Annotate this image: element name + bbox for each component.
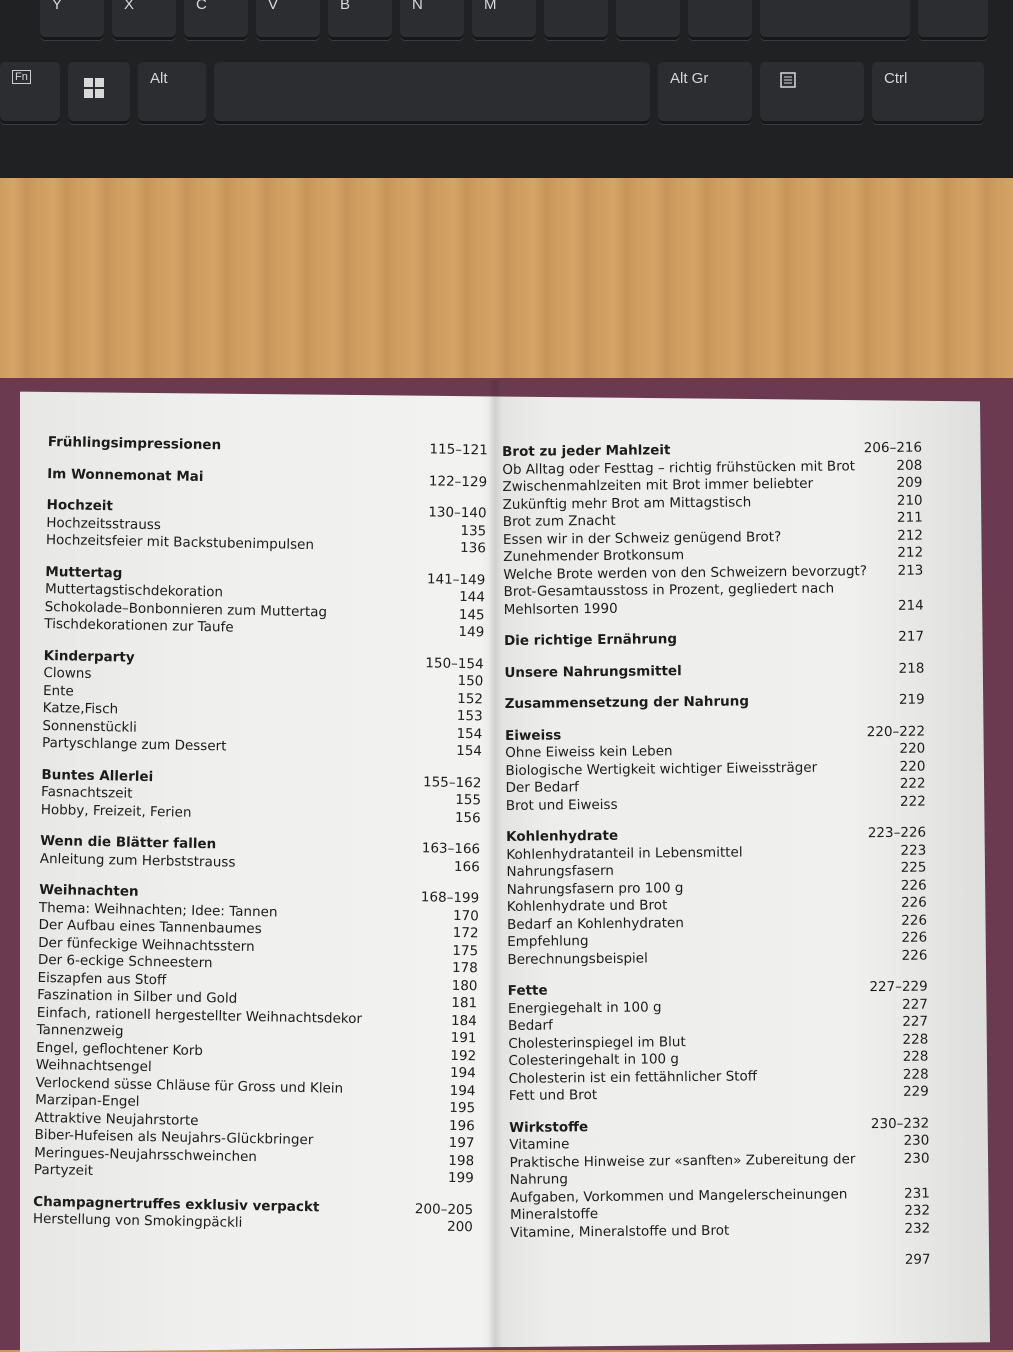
section-title: Hochzeit [46, 497, 113, 516]
entry-page: 135 [460, 522, 486, 540]
section-title: Muttertag [45, 563, 122, 582]
entry-page: 136 [460, 540, 486, 558]
toc-section [34, 882, 480, 1188]
key-n[interactable]: N [400, 0, 464, 40]
toc-section [505, 723, 926, 815]
section-title: Die richtige Ernährung [504, 631, 677, 650]
entry-label: Faszination in Silber und Gold [37, 987, 237, 1008]
entry-page: 226 [901, 877, 927, 895]
entry-page: 150 [457, 673, 483, 691]
toc-section [44, 563, 485, 641]
toc-section [509, 1115, 930, 1242]
entry-label: Biber-Hufeisen als Neujahrs-Glückbringer [34, 1127, 313, 1150]
entry-label: Bedarf an Kohlenhydraten [507, 915, 684, 934]
entry-page: 226 [901, 912, 927, 930]
entry-label: Einfach, rationell hergestellter Weihnachtsdekor [37, 1004, 362, 1028]
section-title: Champagnertruffes exklusiv verpackt [33, 1193, 319, 1216]
entry-page: 172 [453, 925, 479, 943]
entry-label: Bedarf [508, 1018, 553, 1036]
section-heading [505, 692, 925, 714]
toc-section [41, 766, 482, 827]
key-fn[interactable]: Fn [0, 62, 60, 124]
entry-page: 232 [904, 1220, 930, 1238]
section-pages: 220–222 [859, 723, 925, 741]
key-y[interactable]: Y [40, 0, 104, 40]
entry-page: 212 [897, 545, 923, 563]
entry-label: Der Aufbau eines Tannenbaumes [38, 917, 261, 939]
entry-label: Tannenzweig [36, 1022, 123, 1041]
section-title: Wenn die Blätter fallen [40, 833, 216, 854]
section-pages: 115–121 [421, 441, 488, 460]
entry-label: Praktische Hinweise zur «sanften» Zubereitung der Nahrung [509, 1150, 904, 1189]
section-pages: 155–162 [415, 774, 482, 793]
section-pages: 297 [897, 1252, 931, 1270]
keyboard [0, 0, 1013, 181]
toc-section [505, 692, 925, 714]
section-title: Eiweiss [505, 727, 561, 745]
entry-page: 144 [459, 589, 485, 607]
key-ctrl[interactable]: Ctrl [872, 62, 984, 124]
entry-page: 155 [455, 792, 481, 810]
entry-page: 223 [900, 842, 926, 860]
entry-page: 228 [903, 1066, 929, 1084]
entry-label: Partyschlange zum Dessert [42, 735, 227, 756]
key-blank-2[interactable] [616, 0, 680, 40]
toc-section [506, 825, 927, 969]
key-space[interactable] [214, 62, 650, 124]
section-heading [504, 629, 924, 651]
toc-section [40, 833, 481, 876]
entry-page: 232 [904, 1203, 930, 1221]
key-windows[interactable] [68, 62, 130, 124]
entry-page: 149 [458, 624, 484, 642]
entry-page: 230 [903, 1133, 929, 1151]
book-spine [488, 380, 502, 1350]
toc-section [47, 465, 487, 491]
entry-page: 195 [449, 1100, 475, 1118]
entry-page: 208 [896, 457, 922, 475]
entry-page: 220 [900, 758, 926, 776]
entry-page: 225 [901, 860, 927, 878]
toc-section [33, 1193, 474, 1236]
key-m[interactable]: M [472, 0, 536, 40]
entry-page: 199 [448, 1170, 474, 1188]
key-alt[interactable]: Alt [138, 62, 206, 124]
entry-page: 178 [452, 960, 478, 978]
entry-label: Engel, geflochtener Korb [36, 1039, 203, 1060]
entry-label: Fett und Brot [509, 1087, 597, 1105]
key-b[interactable]: B [328, 0, 392, 40]
entry-label: Attraktive Neujahrstorte [35, 1109, 199, 1130]
entry-label: Sonnenstückli [42, 717, 137, 736]
toc-entry [509, 1084, 929, 1106]
entry-label: Colesteringehalt in 100 g [508, 1051, 679, 1070]
entry-page: 213 [897, 562, 923, 580]
toc-entry [504, 597, 924, 619]
entry-page: 226 [901, 895, 927, 913]
entry-label: Zukünftig mehr Brot am Mittagstisch [503, 494, 752, 514]
entry-page: 230 [904, 1150, 930, 1185]
entry-page: 226 [902, 947, 928, 965]
toc-left-column [32, 434, 487, 1251]
entry-label: Herstellung von Smokingpäckli [33, 1211, 243, 1233]
entry-label: Empfehlung [507, 933, 588, 951]
entry-page: 200 [447, 1219, 473, 1237]
entry-page: 154 [456, 725, 482, 743]
section-pages: 230–232 [863, 1115, 929, 1133]
entry-label: Zunehmender Brotkonsum [503, 547, 684, 566]
entry-label: Partyzeit [34, 1162, 93, 1181]
entry-page: 192 [450, 1047, 476, 1065]
section-title: Fette [508, 983, 548, 1001]
entry-label: Biologische Wertigkeit wichtiger Eiweissträger [505, 759, 817, 780]
toc-right-column [502, 440, 931, 1288]
entry-page: 170 [453, 907, 479, 925]
entry-label: Hochzeitsfeier mit Backstubenimpulsen [46, 532, 314, 555]
section-title: Wirkstoffe [509, 1119, 588, 1137]
entry-page: 209 [897, 475, 923, 493]
entry-page: 180 [452, 977, 478, 995]
toc-section [502, 440, 924, 619]
section-title: Kinderparty [44, 647, 135, 666]
entry-label: Der 6-eckige Schneestern [38, 952, 213, 973]
entry-label: Weihnachtsengel [36, 1057, 152, 1077]
entry-label: Thema: Weihnachten; Idee: Tannen [39, 899, 278, 921]
entry-page: 231 [904, 1185, 930, 1203]
key-v[interactable]: V [256, 0, 320, 40]
entry-page: 145 [459, 606, 485, 624]
entry-page: 166 [454, 858, 480, 876]
entry-label: Anleitung zum Herbststrauss [40, 850, 236, 871]
toc-section [42, 647, 484, 760]
entry-label: Mehlsorten 1990 [504, 600, 618, 619]
section-title: Zusammensetzung der Nahrung [505, 693, 749, 713]
entry-label: Aufgaben, Vorkommen und Mangelerscheinungen [510, 1186, 848, 1207]
section-pages: 168–199 [413, 889, 480, 908]
entry-page: 228 [903, 1049, 929, 1067]
section-pages: 163–166 [414, 840, 481, 859]
entry-page: 196 [449, 1117, 475, 1135]
entry-page: 212 [897, 527, 923, 545]
entry-page: 154 [456, 743, 482, 761]
entry-page: 191 [451, 1030, 477, 1048]
entry-label: Energiegehalt in 100 g [508, 999, 662, 1018]
toc-section [511, 1252, 931, 1274]
entry-label: Meringues-Neujahrsschweinchen [34, 1144, 257, 1166]
toc-entry [506, 793, 926, 815]
entry-page: 184 [451, 1012, 477, 1030]
section-title: Frühlingsimpressionen [48, 434, 222, 455]
entry-page: 198 [448, 1152, 474, 1170]
windows-icon [84, 78, 104, 98]
entry-page: 214 [898, 597, 924, 615]
section-title: Kohlenhydrate [506, 828, 618, 847]
toc-entry [510, 1220, 930, 1242]
entry-label: Cholesterinspiegel im Blut [508, 1034, 686, 1053]
entry-label: Hobby, Freizeit, Ferien [41, 801, 192, 821]
entry-label: Zwischenmahlzeiten mit Brot immer beliebter [502, 476, 813, 497]
entry-page: 220 [899, 741, 925, 759]
key-shift-right[interactable] [760, 0, 910, 40]
entry-page: 197 [449, 1135, 475, 1153]
entry-label: Cholesterin ist ein fettähnlicher Stoff [509, 1068, 758, 1088]
section-pages: 206–216 [856, 440, 922, 458]
section-heading [504, 660, 924, 682]
entry-label: Essen wir in der Schweiz genügend Brot? [503, 529, 781, 549]
entry-label: Nahrungsfasern pro 100 g [507, 880, 684, 899]
entry-page: 228 [902, 1031, 928, 1049]
entry-page: 229 [903, 1084, 929, 1102]
section-pages: 200–205 [407, 1201, 474, 1220]
section-pages: 141–149 [419, 571, 486, 590]
key-blank-3[interactable] [688, 0, 752, 40]
wooden-desk [0, 178, 1013, 388]
section-title: Unsere Nahrungsmittel [504, 663, 681, 682]
entry-page: 227 [902, 996, 928, 1014]
entry-label: Vitamine [509, 1136, 569, 1154]
toc-section [508, 979, 929, 1106]
section-pages: 227–229 [861, 979, 927, 997]
key-alt-gr[interactable]: Alt Gr [658, 62, 752, 124]
entry-label: Kohlenhydratanteil in Lebensmittel [506, 844, 742, 864]
entry-label: Verlockend süsse Chläuse für Gross und Klein [35, 1074, 343, 1097]
entry-page: 227 [902, 1014, 928, 1032]
entry-label: Der Bedarf [506, 779, 579, 797]
section-pages: 122–129 [421, 473, 488, 492]
entry-label: Ob Alltag oder Festtag – richtig frühstücken mit Brot [502, 458, 855, 479]
entry-label: Brot zum Znacht [503, 513, 616, 532]
entry-page: 181 [451, 995, 477, 1013]
section-title: Im Wonnemonat Mai [47, 465, 204, 485]
section-pages: 218 [891, 660, 925, 678]
entry-label: Marzipan-Engel [35, 1092, 140, 1111]
entry-page: 226 [901, 930, 927, 948]
menu-icon [780, 72, 796, 88]
entry-label: Brot und Eiweiss [506, 796, 618, 815]
entry-page: 211 [897, 510, 923, 528]
entry-page: 210 [897, 492, 923, 510]
section-pages: 217 [890, 629, 924, 647]
entry-label: Katze,Fisch [43, 700, 119, 719]
entry-label: Clowns [43, 665, 91, 683]
entry-page: 175 [452, 942, 478, 960]
key-menu[interactable] [760, 62, 864, 124]
section-pages: 150–154 [417, 655, 484, 674]
entry-label: Hochzeitsstrauss [46, 514, 161, 534]
section-pages: 223–226 [860, 825, 926, 843]
entry-label: Welche Brote werden von den Schweizern bevorzugt? [503, 563, 867, 584]
entry-label: Nahrungsfasern [506, 863, 614, 882]
entry-page: 153 [457, 708, 483, 726]
key-blank-4[interactable] [918, 0, 988, 40]
entry-label: Der fünfeckige Weihnachtsstern [38, 934, 255, 956]
entry-label: Schokolade–Bonbonnieren zum Muttertag [45, 598, 328, 621]
entry-label: Vitamine, Mineralstoffe und Brot [510, 1222, 729, 1242]
entry-page: 222 [900, 793, 926, 811]
entry-label: Eiszapfen aus Stoff [37, 969, 166, 989]
section-title: Weihnachten [39, 882, 139, 901]
entry-label: Ohne Eiweiss kein Leben [505, 743, 673, 762]
section-heading [47, 465, 487, 491]
entry-label: Kohlenhydrate und Brot [507, 897, 668, 916]
section-pages: 219 [891, 692, 925, 710]
section-title: Brot zu jeder Mahlzeit [502, 442, 671, 461]
section-pages: 130–140 [420, 504, 487, 523]
toc-entry [507, 947, 927, 969]
entry-label: Berechnungsbeispiel [507, 950, 648, 969]
section-heading [511, 1252, 931, 1274]
entry-page: 222 [900, 776, 926, 794]
toc-section [504, 629, 924, 651]
toc-entry [509, 1150, 929, 1189]
entry-page: 156 [455, 809, 481, 827]
entry-page: 152 [457, 690, 483, 708]
entry-label: Fasnachtszeit [41, 784, 133, 803]
entry-label: Ente [43, 682, 74, 700]
toc-section [504, 660, 924, 682]
entry-page: 194 [450, 1082, 476, 1100]
entry-label: Mineralstoffe [510, 1206, 598, 1224]
entry-page: 194 [450, 1065, 476, 1083]
key-c[interactable]: C [184, 0, 248, 40]
key-blank-1[interactable] [544, 0, 608, 40]
entry-label: Muttertagstischdekoration [45, 581, 223, 602]
section-title: Buntes Allerlei [41, 766, 153, 786]
key-x[interactable]: X [112, 0, 176, 40]
entry-label: Tischdekorationen zur Taufe [44, 616, 234, 637]
toc-section [46, 497, 487, 558]
entry-label: Brot-Gesamtausstoss in Prozent, gegliedert nach [503, 581, 834, 602]
